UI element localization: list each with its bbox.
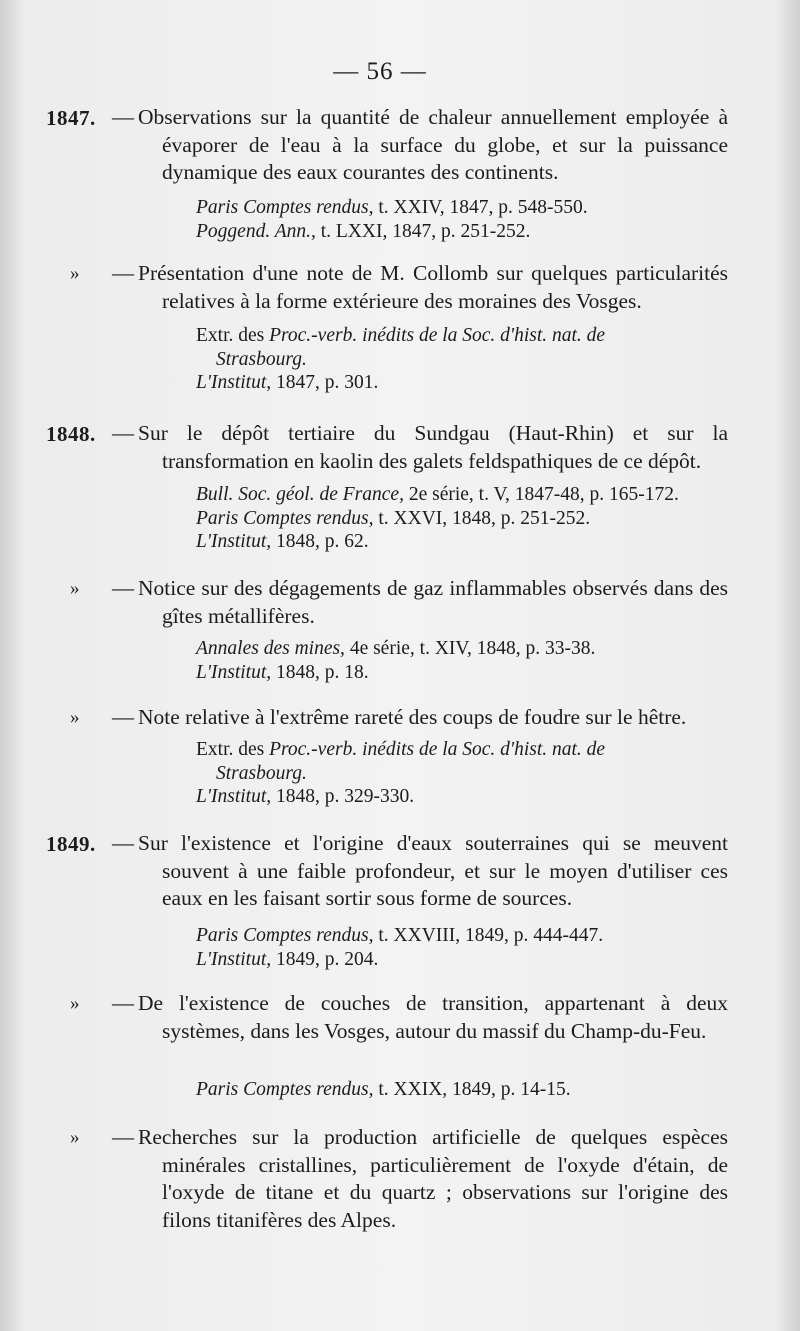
reference-line: Bull. Soc. géol. de France, 2e série, t. V, 1847-48, p. 165-172.: [196, 484, 679, 505]
entry-ditto-mark: »: [70, 993, 80, 1014]
entry-dash: —: [112, 704, 134, 729]
entry-ditto-mark: »: [70, 263, 80, 284]
entry-dash: —: [112, 830, 134, 855]
reference-line: Strasbourg.: [216, 348, 307, 370]
entry-references: [196, 196, 736, 243]
entry-year: 1849.: [46, 832, 96, 856]
reference-line: Extr. des Proc.-verb. inédits de la Soc. d'hist. nat. de: [196, 325, 606, 346]
entry-references: [196, 637, 736, 684]
entry-ditto-mark: »: [70, 578, 80, 599]
entry-title: Observations sur la quantité de chaleur annuellement employée à évaporer de l'eau à la surface du globe, et sur la puissance dynamique des eaux courantes des continents.: [138, 105, 728, 184]
entry-ditto-mark: »: [70, 707, 80, 728]
entry-dash: —: [112, 104, 134, 129]
reference-line: Annales des mines, 4e série, t. XIV, 1848, p. 33-38.: [196, 638, 596, 659]
reference-line: Paris Comptes rendus, t. XXIV, 1847, p. 548-550.: [196, 197, 588, 218]
reference-line: Strasbourg.: [216, 762, 307, 784]
entry-references: [196, 738, 736, 809]
reference-line: Paris Comptes rendus, t. XXVI, 1848, p. 251-252.: [196, 507, 591, 529]
page-number: — 56 —: [333, 58, 427, 85]
entry-dash: —: [112, 420, 134, 445]
reference-line: L'Institut, 1848, p. 62.: [196, 531, 369, 552]
entry-year: 1847.: [46, 106, 96, 130]
entry-title: Sur l'existence et l'origine d'eaux souterraines qui se meuvent souvent à une faible profondeur, et sur le moyen d'utiliser ces eaux en les faisant sortir sous forme de sources.: [138, 831, 728, 910]
entry-year: 1848.: [46, 422, 96, 446]
entry-dash: —: [112, 260, 134, 285]
entry-dash: —: [112, 575, 134, 600]
reference-line: L'Institut, 1848, p. 329-330.: [196, 786, 415, 807]
reference-line: L'Institut, 1848, p. 18.: [196, 661, 369, 683]
reference-line: L'Institut, 1847, p. 301.: [196, 372, 379, 393]
entry-references: [196, 1078, 736, 1102]
entry-dash: —: [112, 990, 134, 1015]
entry-references: [196, 924, 736, 971]
entry-title: Notice sur des dégagements de gaz inflammables observés dans des gîtes métallifères.: [138, 576, 728, 628]
reference-line: Paris Comptes rendus, t. XXVIII, 1849, p. 444-447.: [196, 925, 604, 946]
entry-title: Recherches sur la production artificielle de quelques espèces minérales cristallines, particulièrement de l'oxyde d'étain, de l'oxyde de titane et du quartz ; observations sur l'origine des filons titanifères des Alpes.: [138, 1125, 728, 1232]
entry-dash: —: [112, 1124, 134, 1149]
reference-line: L'Institut, 1849, p. 204.: [196, 948, 379, 970]
reference-line: Poggend. Ann., t. LXXI, 1847, p. 251-252.: [196, 220, 531, 242]
entry-title: Présentation d'une note de M. Collomb sur quelques particularités relatives à la forme extérieure des moraines des Vosges.: [138, 261, 728, 313]
reference-line: Paris Comptes rendus, t. XXIX, 1849, p. 14-15.: [196, 1079, 571, 1100]
entry-ditto-mark: »: [70, 1127, 80, 1148]
reference-line: Extr. des Proc.-verb. inédits de la Soc. d'hist. nat. de: [196, 739, 606, 760]
entry-references: [196, 324, 736, 395]
entry-title: Note relative à l'extrême rareté des coups de foudre sur le hêtre.: [138, 705, 687, 729]
entry-references: [196, 483, 736, 554]
entry-title: De l'existence de couches de transition, appartenant à deux systèmes, dans les Vosges, autour du massif du Champ-du-Feu.: [138, 991, 728, 1043]
entry-title: Sur le dépôt tertiaire du Sundgau (Haut-Rhin) et sur la transformation en kaolin des galets feldspathiques de ce dépôt.: [138, 421, 728, 473]
